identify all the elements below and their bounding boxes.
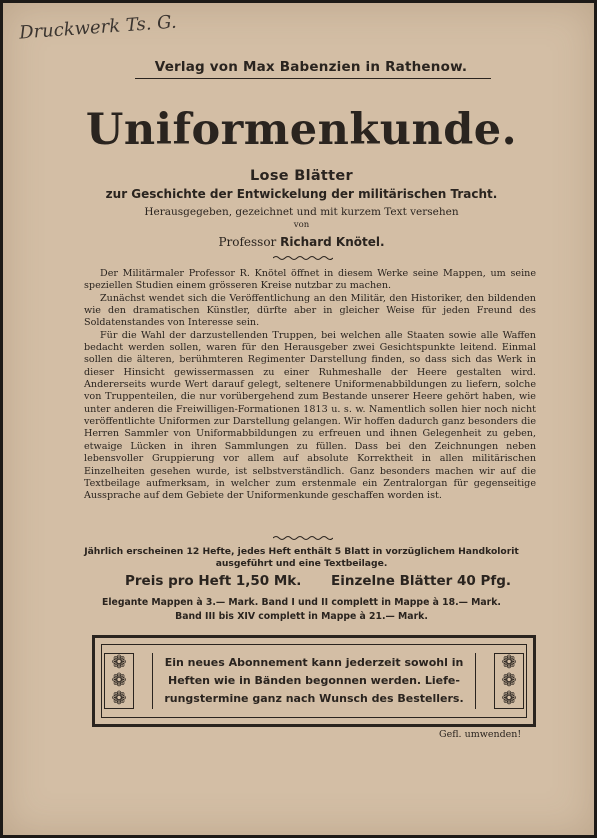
author-line [3,235,594,249]
handwritten-note: Druckwerk Ts. G. [18,11,178,44]
notice-line-1: Ein neues Abonnement kann jederzeit sowohl in [164,656,464,669]
publisher-underline [135,78,491,79]
editor-line: Herausgegeben, gezeichnet und mit kurzem Text versehen [144,206,459,218]
price-per-issue: Preis pro Heft 1,50 Mk. [125,573,302,589]
ornament-panel-left [104,653,134,709]
portfolio-prices [63,596,540,624]
price-single-sheet: Einzelne Blätter 40 Pfg. [331,573,512,589]
paragraph: Zunächst wendet sich die Veröffentlichung an den Militär, den Historiker, den bildenden wie den dramatischen Künstler, dürfte aber in gleicher Weise für jeden Freund des Soldatenstandes von Interesse sein. [84,292,536,329]
subscription-notice [152,653,476,709]
ornament-panel-right [494,653,524,709]
subscription-line-2: ausgeführt und eine Textbeilage. [215,558,388,569]
page-title: Uniformenkunde. [85,105,518,155]
publisher-line: Verlag von Max Babenzien in Rathenow. [154,59,468,75]
notice-box-inner-frame [101,644,527,718]
flower-ornament-icon: ❁ [501,670,517,691]
notice-box [92,635,536,727]
von-line: von [293,220,310,230]
portfolio-line-2: Band III bis XIV complett in Mappe à 21.— Mark. [175,611,428,622]
subscription-info [63,546,540,570]
paragraph: Der Militärmaler Professor R. Knötel öffnet in diesem Werke seine Mappen, um seine speziellen Studien einem grösseren Kreise nutzbar zu machen. [84,268,536,292]
price-row [3,573,594,593]
wavy-divider [273,255,333,261]
flower-ornament-icon: ❁ [111,652,127,673]
portfolio-line-1: Elegante Mappen à 3.— Mark. Band I und II complett in Mappe à 18.— Mark. [102,597,501,608]
document-page [3,3,594,835]
paragraph: Für die Wahl der darzustellenden Truppen, bei welchen alle Staaten sowie alle Waffen bedacht werden sollen, waren für den Herausgeber zwei Gesichtspunkte leitend. Einmal sollen die älteren, berühmteren Regimenter Darstellung finden, so dass sich das Werk in dieser Hinsicht gewissermassen zu einer Ruhmeshalle der Heere gestalten wird. Andererseits wurde Wert darauf gelegt, seltenere Uniformenabbildungen zu liefern, solche von Truppenteilen, die nur vorübergehend zum Bestande unserer Heere gehört haben, wie unter anderen die Freiwilligen-Formationen 1813 u. s. w. Namentlich sollen hier noch nicht veröffentlichte Uniformen zur Darstellung gelangen. Wir hoffen dadurch ganz besonders die Herren Sammler von Uniformabbildungen zu erfreuen und ihnen Gelegenheit zu geben, etwaige Lücken in ihren Sammlungen zu füllen. Dass bei den Zeichnungen neben lebensvoller Gruppierung vor allem auf absolute Korrektheit in allen militärischen Einzelheiten gesehen wurde, ist selbstverständlich. Ganz besonders machen wir auf die Textbeilage aufmerksam, in welcher zum erstenmale ein Zentralorgan für gegenseitige Aussprache auf dem Gebiete der Uniformenkunde geschaffen worden ist. [84,329,536,502]
notice-line-2: Heften wie in Bänden begonnen werden. Liefe- [168,674,460,687]
author-title: Professor [218,235,277,249]
author-name: Richard Knötel. [280,235,385,249]
flower-ornament-icon: ❁ [111,670,127,691]
notice-line-3: rungstermine ganz nach Wunsch des Bestellers. [164,692,464,705]
flower-ornament-icon: ❁ [501,688,517,709]
flower-ornament-icon: ❁ [501,652,517,673]
turn-over-note: Gefl. umwenden! [439,729,522,740]
wavy-divider [273,535,333,541]
subtitle: Lose Blätter [250,168,353,184]
body-text [84,268,536,503]
subscription-line-1: Jährlich erscheinen 12 Hefte, jedes Heft enthält 5 Blatt in vorzüglichem Handkolorit [84,546,519,557]
subtitle-line-2: zur Geschichte der Entwickelung der militärischen Tracht. [105,187,498,201]
flower-ornament-icon: ❁ [111,688,127,709]
